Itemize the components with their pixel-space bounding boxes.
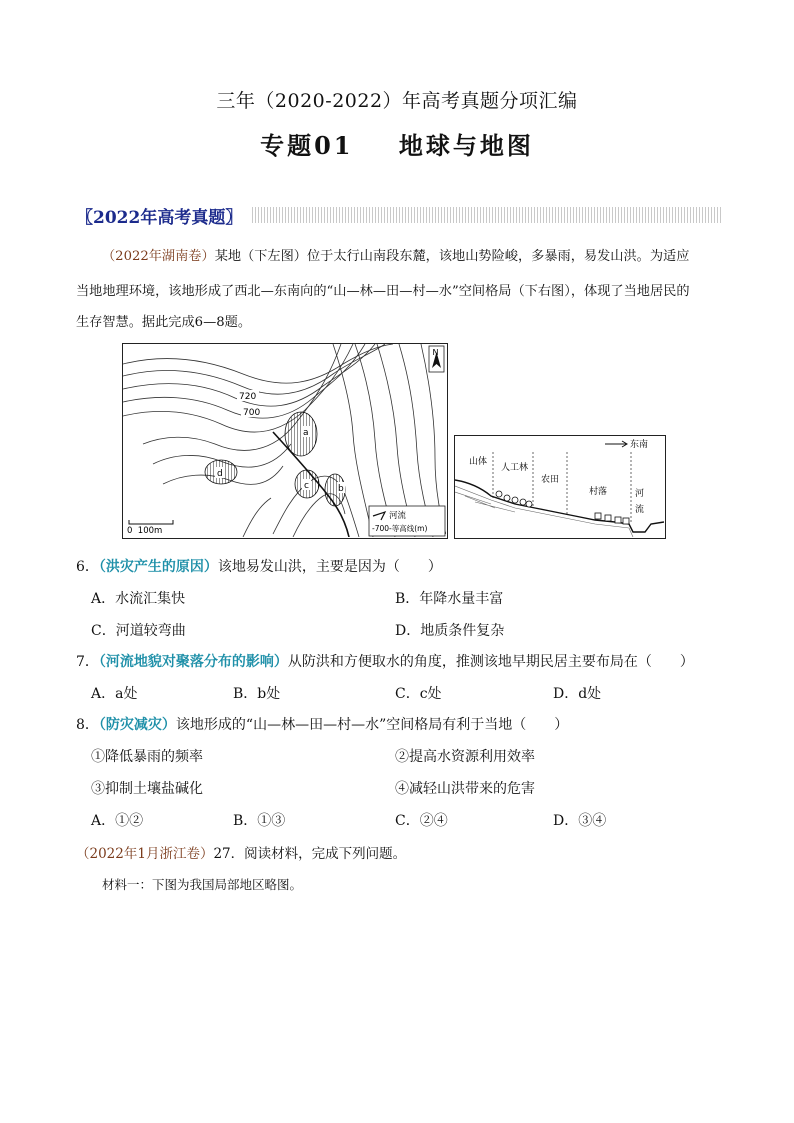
q27-stem: 27．阅读材料，完成下列问题。 [213,846,407,862]
q8-statement-3: ③抑制土壤盐碱化 [91,781,203,797]
q6-option-a[interactable]: A．水流汇集快 [91,591,186,607]
q8-option-a[interactable]: A．①② [91,813,144,829]
passage-source: （2022年湖南卷） [102,249,215,264]
profile-drawing [455,436,664,537]
zone-farmland: 农田 [541,475,560,485]
q6-option-c[interactable]: C．河道较弯曲 [91,623,186,639]
q8-stem: 该地形成的“山—林—田—村—水”空间格局有利于当地（ ） [175,717,569,733]
scale-bar: 0 100m [127,526,163,536]
passage-line-2: 当地地理环境，该地形成了西北—东南向的“山—林—田—村—水”空间格局（下右图），体现了当地居民的 [76,284,690,299]
question-8 [76,714,568,734]
zone-river: 河 [635,489,645,499]
passage-line-3: 生存智慧。据此完成6—8题。 [76,315,252,330]
q8-statement-4: ④减轻山洪带来的危害 [395,781,535,797]
q7-number: 7． [76,654,99,670]
contour-label-700: 700 [243,408,261,418]
topic-title: 专题01 地球与地图 [260,131,534,160]
passage-text-1: 某地（下左图）位于太行山南段东麓，该地山势险峻，多暴雨，易发山洪。为适应 [214,249,690,264]
q8-statement-1: ①降低暴雨的频率 [91,749,203,765]
q7-option-d[interactable]: D．d处 [553,686,602,702]
q6-topic: （洪灾产生的原因） [98,559,218,575]
section-divider [252,207,722,223]
label-c: c [304,481,309,491]
q8-statement-2: ②提高水资源利用效率 [395,749,535,765]
passage-line-1 [76,241,724,272]
q8-number: 8． [76,717,99,733]
document-title: 三年（2020-2022）年高考真题分项汇编 [216,90,578,112]
label-b: b [338,484,344,494]
label-d: d [217,469,223,479]
q8-option-b[interactable]: B．①③ [233,813,286,829]
q8-topic: （防灾减灾） [98,717,176,733]
question-27 [76,842,406,862]
contour-label-720: 720 [239,392,257,402]
q8-option-c[interactable]: C．②④ [395,813,448,829]
q7-option-c[interactable]: C．c处 [395,686,442,702]
legend-river: 河流 [389,511,407,521]
section-heading: 〖2022年高考真题〗 [76,208,243,228]
q6-stem: 该地易发山洪，主要是因为（ ） [217,559,442,575]
zone-village: 村落 [589,487,608,497]
legend-contour: -700-等高线(m) [372,524,428,533]
zone-mountain: 山体 [469,457,488,467]
q6-number: 6． [76,559,99,575]
question-7 [76,651,694,671]
zone-river-2: 流 [635,505,645,515]
q7-stem: 从防洪和方便取水的角度，推测该地早期民居主要布局在（ ） [287,654,694,670]
q27-material: 材料一：下图为我国局部地区略图。 [102,877,303,892]
profile-diagram [454,435,666,539]
north-arrow: N [432,348,439,357]
q6-option-b[interactable]: B．年降水量丰富 [395,591,504,607]
q7-topic: （河流地貌对聚落分布的影响） [98,654,288,670]
contour-map-drawing [123,344,446,537]
question-6 [76,556,442,576]
q27-source: （2022年1月浙江卷） [76,846,214,862]
direction-label: 东南 [630,440,649,450]
q8-option-d[interactable]: D．③④ [553,813,607,829]
q6-option-d[interactable]: D．地质条件复杂 [395,623,505,639]
q7-option-b[interactable]: B．b处 [233,686,281,702]
zone-forest: 人工林 [501,463,529,473]
label-a: a [303,428,309,438]
contour-map [122,343,448,539]
q7-option-a[interactable]: A．a处 [91,686,138,702]
